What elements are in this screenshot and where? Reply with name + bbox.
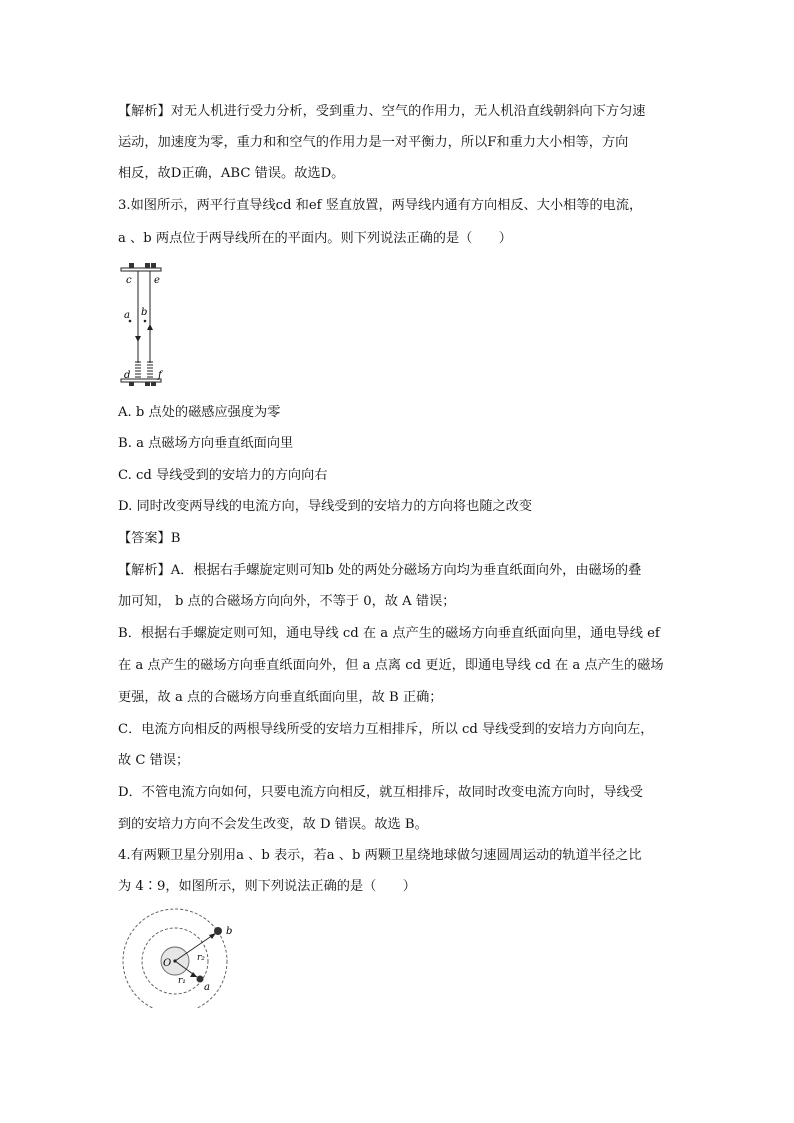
label-c: c	[126, 275, 132, 286]
spring-d	[135, 362, 141, 377]
q3-analysis-line-9: 到的安培力方向不会发生改变，故 D 错误。故选 B。	[118, 817, 428, 832]
q3-answer: 【答案】B	[118, 531, 181, 546]
satellite-a-icon	[197, 976, 204, 983]
label-b: b	[141, 307, 148, 318]
analysis-prev-line-1: 【解析】对无人机进行受力分析，受到重力、空气的作用力，无人机沿直线朝斜向下方匀速	[118, 104, 646, 119]
q3-stem-line-2: a 、b 两点位于两导线所在的平面内。则下列说法正确的是（ ）	[118, 231, 512, 246]
q3-option-c: C. cd 导线受到的安培力的方向向右	[118, 468, 328, 483]
q3-analysis-line-2: 加可知， b 点的合磁场方向向外，不等于 0，故 A 错误；	[118, 594, 456, 609]
bottom-clamp-right	[151, 382, 156, 386]
q3-analysis-line-4: 在 a 点产生的磁场方向垂直纸面向外，但 a 点离 cd 更近，即通电导线 cd 在 a 点产生的磁场	[118, 658, 664, 673]
q3-analysis-line-1: 【解析】A．根据右手螺旋定则可知b 处的两处分磁场方向均为垂直纸面向外，由磁场的叠	[118, 563, 642, 578]
label-b: b	[226, 926, 233, 937]
label-f: f	[158, 370, 162, 381]
label-r2: r₂	[197, 953, 205, 963]
radius-r2	[175, 933, 216, 961]
analysis-prev-line-2: 运动，加速度为零，重力和和空气的作用力是一对平衡力，所以F和重力大小相等，方向	[118, 135, 629, 150]
analysis-prev-line-3: 相反，故D正确，ABC 错误。故选D。	[118, 166, 345, 181]
parallel-wires-figure	[118, 258, 168, 388]
q3-analysis-line-5: 更强，故 a 点的合磁场方向垂直纸面向里，故 B 正确；	[118, 690, 443, 705]
top-clamp-center	[145, 263, 150, 268]
arrow-down-cd	[135, 336, 141, 342]
satellite-b-icon	[214, 927, 222, 935]
point-b	[144, 320, 147, 323]
q3-option-d: D. 同时改变两导线的电流方向，导线受到的安培力的方向将也随之改变	[118, 499, 533, 514]
label-a: a	[124, 310, 130, 321]
q3-analysis-line-3: B．根据右手螺旋定则可知，通电导线 cd 在 a 点产生的磁场方向垂直纸面向里，通电导线 ef	[118, 626, 660, 641]
label-a: a	[204, 982, 210, 993]
label-r1: r₁	[178, 976, 186, 986]
q3-analysis-line-7: 故 C 错误；	[118, 753, 190, 768]
q3-analysis-line-8: D．不管电流方向如何，只要电流方向相反，就互相排斥，故同时改变电流方向时，导线受	[118, 785, 643, 800]
label-d: d	[124, 370, 131, 381]
arrow-up-ef	[147, 324, 153, 330]
bottom-clamp-center	[145, 382, 150, 386]
label-e: e	[154, 275, 160, 286]
arrow-r2	[209, 933, 216, 939]
q4-stem-line-1: 4.有两颗卫星分别用a 、b 表示，若a 、b 两颗卫星绕地球做匀速圆周运动的轨道半径之比	[118, 848, 642, 863]
q4-stem-line-2: 为 4∶9，如图所示，则下列说法正确的是（ ）	[118, 879, 416, 894]
top-clamp-right	[151, 263, 156, 268]
q3-analysis-line-6: C．电流方向相反的两根导线所受的安培力互相排斥，所以 cd 导线受到的安培力方向向左，	[118, 722, 654, 737]
top-clamp-left	[129, 263, 134, 268]
satellite-orbits-figure	[118, 908, 238, 1008]
bottom-clamp-left	[129, 382, 134, 386]
top-support-bar	[121, 268, 161, 271]
spring-f	[147, 362, 153, 377]
q3-option-a: A. b 点处的磁感应强度为零	[118, 405, 281, 420]
q3-stem-line-1: 3.如图所示，两平行直导线cd 和ef 竖直放置，两导线内通有方向相反、大小相等的电流，	[118, 198, 643, 213]
q3-option-b: B. a 点磁场方向垂直纸面向里	[118, 436, 294, 451]
label-O: O	[163, 958, 172, 969]
